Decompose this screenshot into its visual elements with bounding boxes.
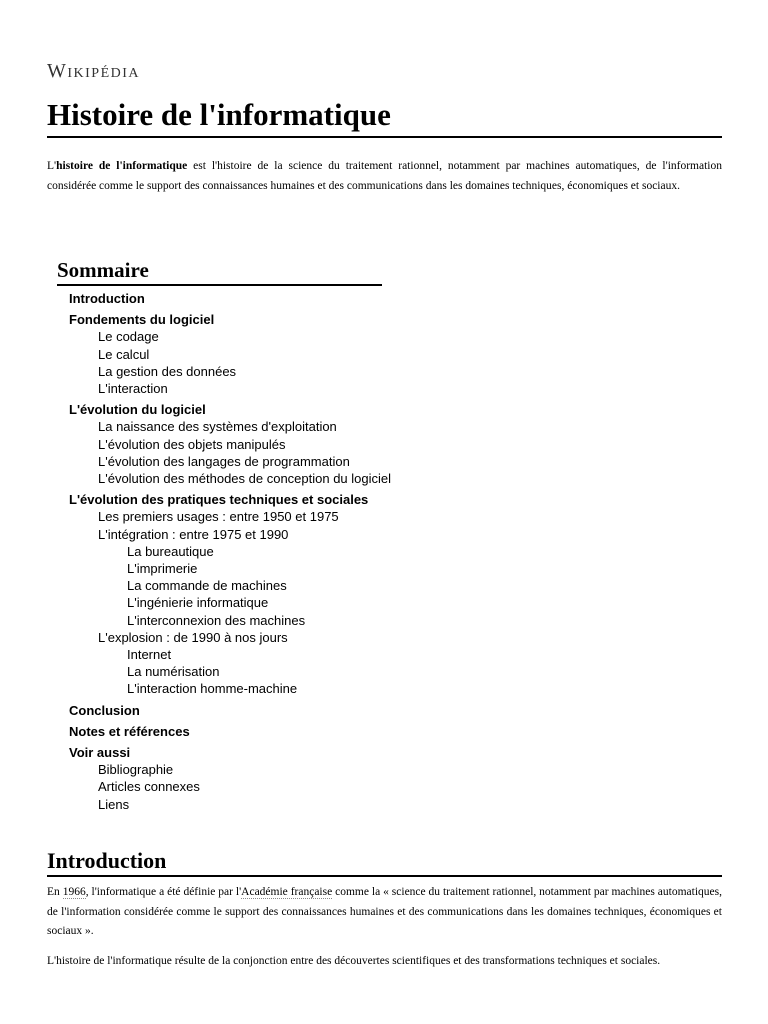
toc-link[interactable]: Voir aussi — [69, 745, 131, 761]
toc-link[interactable]: Introduction — [69, 291, 145, 306]
toc-link[interactable]: Bibliographie — [98, 762, 174, 778]
toc-subitem — [127, 680, 469, 697]
toc-link[interactable]: Les premiers usages : entre 1950 et 1975 — [98, 509, 339, 525]
intro-text: , l'informatique a été définie par l' — [85, 886, 242, 898]
page-title: Histoire de l'informatique — [47, 96, 722, 138]
toc-link[interactable]: Notes et références — [69, 723, 190, 739]
toc-link[interactable]: Fondements du logiciel — [69, 312, 215, 328]
lead-bold-term: histoire de l'informatique — [56, 160, 188, 172]
intro-paragraph-2: L'histoire de l'informatique résulte de la conjonction entre des découvertes scientifiques et des transformations techniques et sociales. — [47, 955, 661, 967]
intro-text: En — [47, 886, 63, 898]
toc-link[interactable]: L'explosion : de 1990 à nos jours — [98, 629, 288, 645]
toc-link[interactable]: La naissance des systèmes d'exploitation — [98, 419, 337, 435]
section-heading-introduction: Introduction — [47, 848, 722, 877]
toc-link[interactable]: L'ingénierie informatique — [127, 595, 269, 611]
toc-link[interactable]: La bureautique — [127, 543, 214, 559]
toc-link[interactable]: L'évolution des langages de programmation — [98, 453, 350, 469]
toc-subitem — [98, 453, 469, 470]
link-1966[interactable]: 1966 — [62, 886, 86, 898]
toc-link[interactable]: L'évolution des pratiques techniques et sociales — [69, 492, 369, 508]
toc-subitem — [98, 346, 469, 363]
toc-link[interactable]: L'imprimerie — [127, 561, 198, 577]
toc-item-notes — [69, 723, 469, 740]
toc-subitem — [98, 470, 469, 487]
toc-item-evolution-logiciel — [69, 401, 469, 487]
toc-link[interactable]: L'intégration : entre 1975 et 1990 — [98, 526, 289, 542]
toc-sublist — [69, 418, 469, 487]
toc-subitem — [98, 418, 469, 435]
toc-subitem — [127, 543, 469, 560]
toc-link[interactable]: Articles connexes — [98, 779, 200, 795]
toc-sublist — [69, 508, 469, 697]
toc-link[interactable]: L'interconnexion des machines — [127, 612, 306, 628]
toc-subitem — [127, 577, 469, 594]
toc-subitem — [127, 612, 469, 629]
toc-link[interactable]: La numérisation — [127, 664, 220, 680]
toc-subitem — [98, 761, 469, 778]
lead-text: est l'histoire de la science du traitement rationnel, notamment par machines automatiques, de l'information considérée comme le support des connaissances humaines et des communications dans les domaines techniques, économiques et sociaux. — [47, 160, 722, 192]
toc-subitem — [127, 646, 469, 663]
toc-link[interactable]: La commande de machines — [127, 578, 287, 594]
table-of-contents — [69, 290, 469, 817]
toc-link[interactable]: Liens — [98, 796, 130, 812]
toc-item-pratiques — [69, 491, 469, 697]
toc-subitem — [98, 380, 469, 397]
toc-sublist — [69, 328, 469, 397]
toc-subitem — [98, 363, 469, 380]
toc-subitem — [127, 594, 469, 611]
toc-link[interactable]: Le calcul — [98, 346, 150, 362]
toc-subitem — [98, 629, 469, 698]
toc-sublist — [69, 761, 469, 813]
toc-item-conclusion — [69, 702, 469, 719]
lead-prefix: L' — [47, 160, 57, 172]
toc-subitem — [127, 560, 469, 577]
intro-text: comme la « science du traitement rationnel, notamment par machines automatiques, de l'information considérée comme le support des connaissances humaines et des communications dans les domaines techniques, économiques et sociaux ». — [47, 886, 722, 937]
link-academie-francaise[interactable]: Académie française — [241, 886, 333, 898]
toc-link[interactable]: L'interaction — [98, 381, 168, 397]
toc-link[interactable]: Conclusion — [69, 702, 140, 718]
toc-link[interactable]: L'interaction homme-machine — [127, 681, 298, 697]
toc-subitem — [98, 328, 469, 345]
toc-link[interactable]: La gestion des données — [98, 363, 237, 379]
toc-link[interactable]: Internet — [127, 647, 172, 663]
toc-link[interactable]: L'évolution du logiciel — [69, 402, 206, 418]
toc-item-introduction — [69, 290, 469, 307]
toc-heading: Sommaire — [57, 257, 382, 286]
toc-link[interactable]: L'évolution des méthodes de conception du logiciel — [98, 471, 392, 487]
toc-link[interactable]: L'évolution des objets manipulés — [98, 436, 286, 452]
toc-subitem — [98, 796, 469, 813]
toc-link[interactable]: Le codage — [98, 329, 159, 345]
toc-subitem — [98, 436, 469, 453]
toc-sublist — [98, 646, 469, 698]
wikipedia-logo[interactable]: Wikipédia — [47, 60, 141, 82]
toc-subitem — [98, 526, 469, 629]
toc-subitem — [98, 508, 469, 525]
toc-subitem — [127, 663, 469, 680]
toc-item-voir-aussi — [69, 744, 469, 813]
intro-paragraph-1 — [47, 883, 722, 942]
toc-item-fondements — [69, 311, 469, 397]
lead-paragraph — [47, 156, 722, 196]
toc-subitem — [98, 778, 469, 795]
toc-sublist — [98, 543, 469, 629]
